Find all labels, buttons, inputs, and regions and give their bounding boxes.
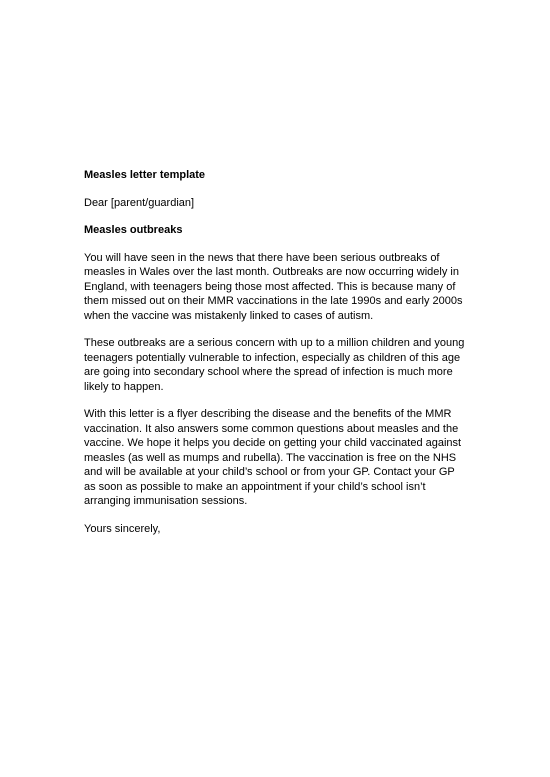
paragraph-line: With this letter is a flyer describing the disease and the benefits of the MMR bbox=[84, 408, 452, 420]
letter-title: Measles letter template bbox=[84, 169, 206, 181]
paragraph-concern bbox=[84, 336, 484, 394]
paragraph-line: England, with teenagers being those most affected. This is because many of bbox=[84, 280, 456, 293]
paragraph-line: These outbreaks are a serious concern with up to a million children and young bbox=[84, 337, 465, 349]
paragraph-outbreaks-news bbox=[84, 251, 484, 324]
paragraph-line: arranging immunisation sessions. bbox=[84, 495, 248, 507]
paragraph-line: vaccination. It also answers some common questions about measles and the bbox=[84, 422, 459, 435]
paragraph-line: measles in Wales over the last month. Outbreaks are now occurring widely in bbox=[84, 266, 459, 278]
closing: Yours sincerely, bbox=[84, 522, 161, 535]
paragraph-line: are going into secondary school where the spread of infection is much more bbox=[84, 366, 453, 378]
salutation: Dear [parent/guardian] bbox=[84, 196, 195, 209]
paragraph-line: and will be available at your child’s school or from your GP. Contact your GP bbox=[84, 466, 455, 478]
paragraph-line: them missed out on their MMR vaccinations in the late 1990s and early 2000s bbox=[84, 295, 463, 307]
paragraph-line: You will have seen in the news that there have been serious outbreaks of bbox=[84, 251, 440, 264]
paragraph-line: when the vaccine was mistakenly linked to cases of autism. bbox=[84, 309, 374, 322]
paragraph-flyer-info bbox=[84, 407, 484, 509]
paragraph-line: likely to happen. bbox=[84, 380, 164, 393]
section-heading: Measles outbreaks bbox=[84, 224, 183, 236]
paragraph-line: measles (as well as mumps and rubella). The vaccination is free on the NHS bbox=[84, 451, 457, 464]
paragraph-line: vaccine. We hope it helps you decide on getting your child vaccinated against bbox=[84, 437, 462, 449]
letter-body bbox=[84, 168, 484, 549]
paragraph-line: teenagers potentially vulnerable to infection, especially as children of this age bbox=[84, 351, 461, 364]
paragraph-line: as soon as possible to make an appointment if your child’s school isn’t bbox=[84, 480, 426, 493]
